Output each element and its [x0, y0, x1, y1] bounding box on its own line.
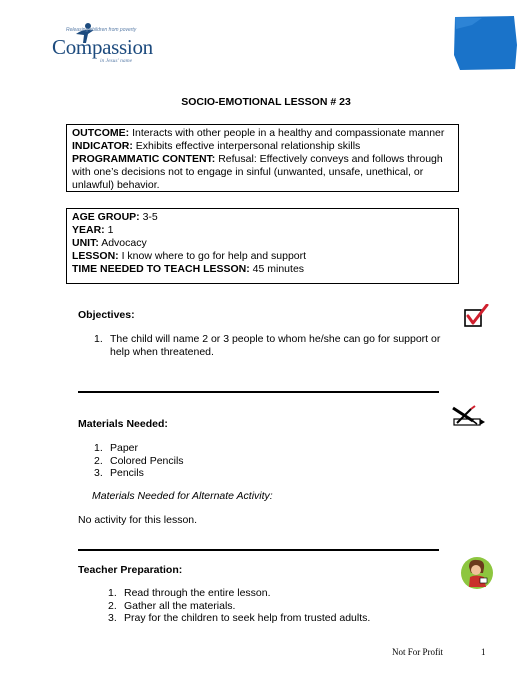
programmatic-content-label: PROGRAMMATIC CONTENT:: [72, 153, 216, 165]
list-item: [108, 587, 448, 600]
list-item-text: Gather all the materials.: [124, 599, 236, 612]
unit-value: Advocacy: [101, 237, 147, 249]
list-item: [108, 612, 448, 625]
page-number: 1: [481, 647, 486, 657]
indicator-value: Exhibits effective interpersonal relationship skills: [135, 140, 361, 152]
logo-wordmark: Compassion: [52, 35, 153, 59]
materials-list: [94, 442, 294, 480]
logo-tagline: Releasing children from poverty: [66, 27, 137, 33]
lesson-title: SOCIO-EMOTIONAL LESSON # 23: [181, 96, 351, 108]
list-item-text: Pray for the children to seek help from trusted adults.: [124, 612, 371, 624]
compassion-logo: [52, 22, 164, 66]
list-item-text: Paper: [110, 442, 139, 454]
time-needed-value: 45 minutes: [252, 263, 305, 275]
year-value: 1: [107, 224, 114, 236]
list-item-number: 2.: [108, 599, 117, 612]
list-item: [94, 442, 294, 455]
logo-subline: in Jesus' name: [100, 58, 133, 64]
outcome-label: OUTCOME:: [72, 127, 130, 139]
time-needed-label: TIME NEEDED TO TEACH LESSON:: [72, 263, 250, 275]
list-item-text: Read through the entire lesson.: [124, 587, 271, 599]
alternate-activity-text: No activity for this lesson.: [78, 514, 198, 526]
list-item-number: 3.: [108, 612, 117, 624]
materials-heading: Materials Needed:: [78, 418, 168, 430]
list-item-text: Colored Pencils: [110, 454, 184, 467]
lesson-info-box: [66, 208, 459, 284]
list-item: [94, 455, 294, 468]
footer-not-for-profit: Not For Profit: [392, 647, 444, 657]
list-item-text: Pencils: [110, 467, 144, 479]
pencil-supplies-icon: [451, 405, 487, 429]
list-item-number: 1.: [94, 333, 103, 345]
list-item-number: 1.: [108, 587, 117, 599]
outcome-box: [66, 124, 459, 192]
age-group-label: AGE GROUP:: [72, 211, 140, 223]
section-divider: [78, 391, 439, 393]
age-group-value: 3-5: [142, 211, 158, 223]
indicator-label: INDICATOR:: [72, 140, 133, 152]
list-item: [108, 600, 448, 613]
list-item-number: 2.: [94, 454, 103, 467]
list-item-number: 1.: [94, 442, 103, 454]
teacher-prep-list: [108, 587, 448, 625]
blue-blot-decoration: [452, 15, 518, 71]
outcome-value: Interacts with other people in a healthy and compassionate manner: [132, 127, 445, 139]
list-item: [94, 333, 444, 358]
unit-label: UNIT:: [72, 237, 99, 249]
year-label: YEAR:: [72, 224, 105, 236]
objectives-list: [94, 333, 444, 358]
teacher-avatar-icon: [459, 555, 495, 591]
section-divider: [78, 549, 439, 551]
lesson-value: I know where to go for help and support: [121, 250, 307, 262]
programmatic-content-value: Refusal: Effectively conveys and follows through with one’s decisions not to engage in sinful (unwanted, unsafe, unethical, or unlawful) behavior.: [72, 153, 443, 191]
list-item-text: The child will name 2 or 3 people to whom he/she can go for support or help when threatened.: [110, 333, 441, 358]
teacher-prep-heading: Teacher Preparation:: [78, 564, 183, 576]
objectives-heading: Objectives:: [78, 309, 135, 321]
list-item: [94, 467, 294, 480]
checkbox-check-icon: [463, 304, 489, 328]
lesson-label: LESSON:: [72, 250, 119, 262]
list-item-number: 3.: [94, 467, 103, 479]
alternate-activity-label: Materials Needed for Alternate Activity:: [92, 490, 273, 502]
